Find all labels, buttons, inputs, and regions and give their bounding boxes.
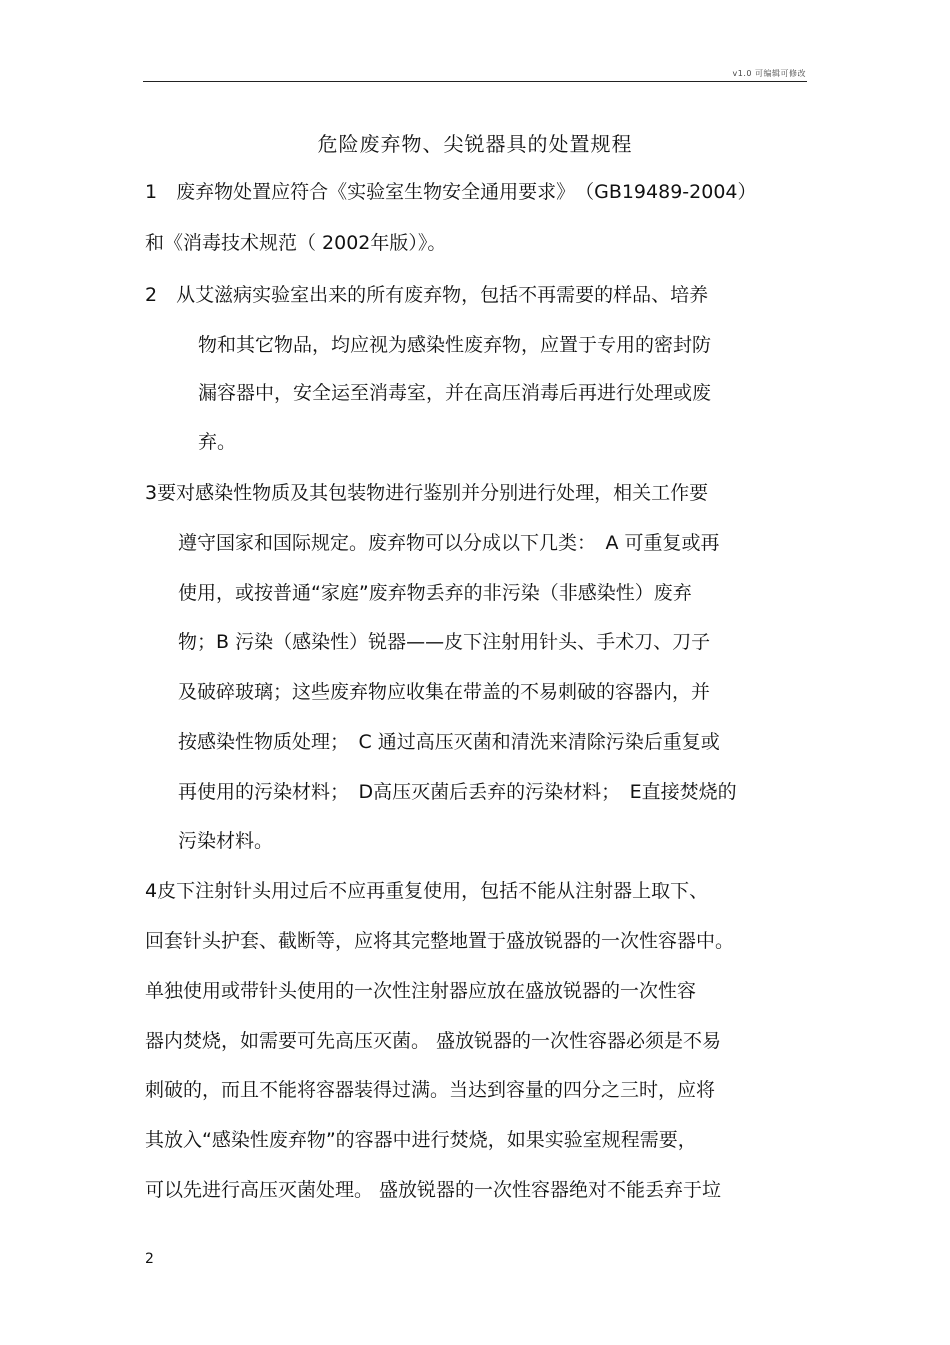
paragraph-4-line-6: 其放入“感染性废弃物”的容器中进行焚烧，如果实验室规程需要， bbox=[145, 1129, 697, 1151]
header-version-note: v1.0 可编辑可修改 bbox=[732, 69, 806, 78]
paragraph-4-line-3: 单独使用或带针头使用的一次性注射器应放在盛放锐器的一次性容 bbox=[145, 980, 697, 1002]
paragraph-3-line-5: 及破碎玻璃；这些废弃物应收集在带盖的不易刺破的容器内，并 bbox=[178, 681, 711, 703]
paragraph-4-line-4: 器内焚烧，如需要可先高压灭菌。 盛放锐器的一次性容器必须是不易 bbox=[145, 1030, 722, 1052]
paragraph-3-line-4: 物；B 污染（感染性）锐器——皮下注射用针头、手术刀、刀子 bbox=[178, 631, 711, 653]
paragraph-3-line-2: 遵守国家和国际规定。废弃物可以分成以下几类： A 可重复或再 bbox=[178, 532, 720, 554]
header-divider bbox=[143, 81, 807, 82]
document-title: 危险废弃物、尖锐器具的处置规程 bbox=[317, 132, 633, 156]
paragraph-4-line-7: 可以先进行高压灭菌处理。 盛放锐器的一次性容器绝对不能丢弃于垃 bbox=[145, 1179, 722, 1201]
paragraph-1-line-1: 1 废弃物处置应符合《实验室生物安全通用要求》 （GB19489-2004） bbox=[145, 181, 757, 203]
page-number: 2 bbox=[145, 1251, 154, 1267]
paragraph-3-line-6: 按感染性物质处理； C 通过高压灭菌和清洗来清除污染后重复或 bbox=[178, 731, 720, 753]
paragraph-2-line-2: 物和其它物品，均应视为感染性废弃物，应置于专用的密封防 bbox=[198, 334, 712, 356]
paragraph-2-line-1: 2 从艾滋病实验室出来的所有废弃物，包括不再需要的样品、培养 bbox=[145, 284, 709, 306]
paragraph-4-line-5: 刺破的，而且不能将容器装得过满。当达到容量的四分之三时，应将 bbox=[145, 1079, 716, 1101]
paragraph-1-line-2: 和《消毒技术规范（ 2002年版）》。 bbox=[145, 232, 447, 254]
paragraph-2-line-4: 弃。 bbox=[198, 431, 237, 453]
paragraph-3-line-3: 使用，或按普通“家庭”废弃物丢弃的非污染（非感染性）废弃 bbox=[178, 582, 692, 604]
paragraph-4-line-2: 回套针头护套、截断等，应将其完整地置于盛放锐器的一次性容器中。 bbox=[145, 930, 735, 952]
paragraph-3-line-7: 再使用的污染材料； D高压灭菌后丢弃的污染材料； E直接焚烧的 bbox=[178, 781, 737, 803]
paragraph-2-line-3: 漏容器中，安全运至消毒室，并在高压消毒后再进行处理或废 bbox=[198, 382, 712, 404]
paragraph-4-line-1: 4皮下注射针头用过后不应再重复使用，包括不能从注射器上取下、 bbox=[145, 880, 709, 902]
paragraph-3-line-1: 3要对感染性物质及其包装物进行鉴别并分别进行处理，相关工作要 bbox=[145, 482, 709, 504]
paragraph-3-line-8: 污染材料。 bbox=[178, 830, 274, 852]
